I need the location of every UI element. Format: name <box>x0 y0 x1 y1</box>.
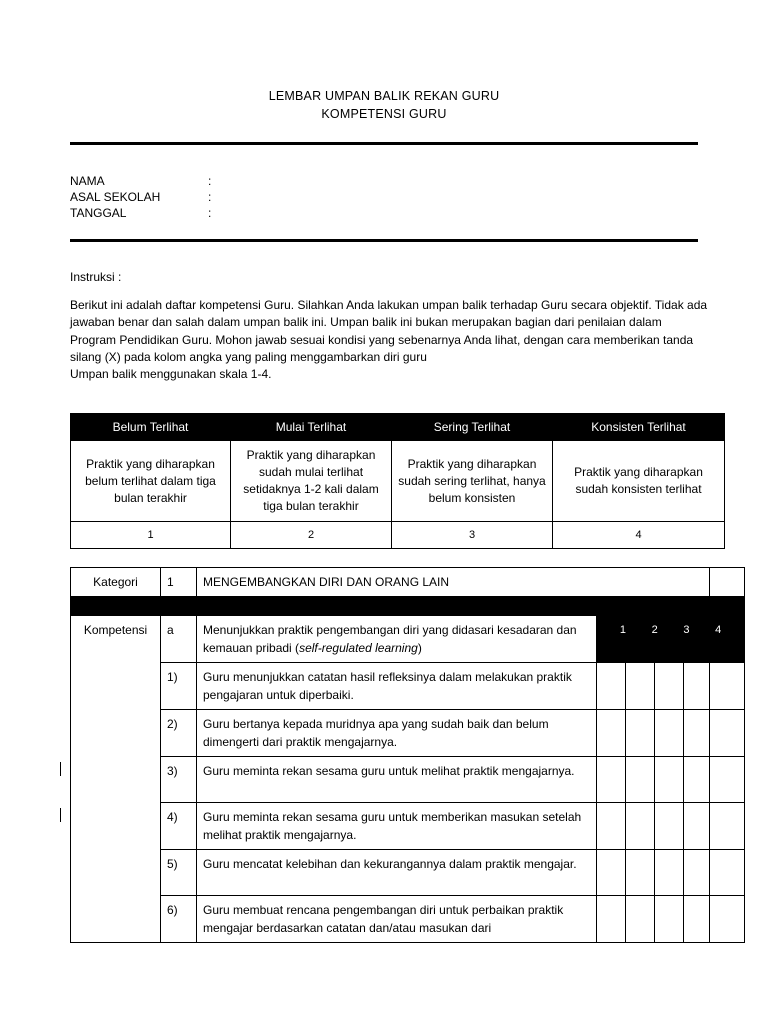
scale-header-cell: Mulai Terlihat <box>231 414 392 441</box>
field-colon-tanggal: : <box>208 206 212 220</box>
score-cell-extra <box>710 757 745 803</box>
score-cell-4[interactable] <box>684 757 710 803</box>
field-label-nama: NAMA <box>70 174 105 188</box>
indicator-text: Guru membuat rencana pengembangan diri untuk perbaikan praktik mengajar berdasarkan catatan dan/atau masukan dari <box>197 896 597 943</box>
indicator-row <box>71 896 745 943</box>
margin-change-marker <box>60 808 61 822</box>
field-colon-asal-sekolah: : <box>208 190 212 204</box>
score-cell-extra <box>710 896 745 943</box>
score-cell-extra <box>710 663 745 710</box>
indicator-text: Guru meminta rekan sesama guru untuk melihat praktik mengajarnya. <box>197 757 597 803</box>
kompetensi-label: Kompetensi <box>71 616 161 943</box>
scale-description-cell: Praktik yang diharapkan sudah mulai terlihat setidaknya 1-2 kali dalam tiga bulan terakhir <box>231 441 392 522</box>
scale-number-cell: 1 <box>71 522 231 549</box>
score-header-3: 3 <box>683 624 690 636</box>
scale-number-cell: 4 <box>553 522 725 549</box>
score-cell-3[interactable] <box>655 803 684 850</box>
score-header-cell <box>597 616 745 663</box>
score-cell-2[interactable] <box>626 663 655 710</box>
score-cell-3[interactable] <box>655 896 684 943</box>
scale-description-cell: Praktik yang diharapkan belum terlihat dalam tiga bulan terakhir <box>71 441 231 522</box>
indicator-number: 4) <box>161 803 197 850</box>
scale-header-cell: Belum Terlihat <box>71 414 231 441</box>
scale-header-cell: Sering Terlihat <box>392 414 553 441</box>
scale-header-row <box>71 414 725 441</box>
scale-description-row <box>71 441 725 522</box>
score-cell-2[interactable] <box>626 896 655 943</box>
score-cell-4[interactable] <box>684 803 710 850</box>
indicator-number: 5) <box>161 850 197 896</box>
indicator-row <box>71 850 745 896</box>
score-cell-1[interactable] <box>597 663 626 710</box>
instructions-heading: Instruksi : <box>70 270 122 284</box>
scale-description-cell: Praktik yang diharapkan sudah sering terlihat, hanya belum konsisten <box>392 441 553 522</box>
category-row <box>71 568 745 597</box>
score-cell-1[interactable] <box>597 803 626 850</box>
instructions-paragraph: Berikut ini adalah daftar kompetensi Guru. Silahkan Anda lakukan umpan balik terhadap Guru secara objektif. Tidak ada jawaban benar dan salah dalam umpan balik ini. Umpan balik ini bukan merupakan bagian dari penilaian dalam Program Pendidikan Guru. Mohon jawab sesuai kondisi yang sebenarnya Anda lihat, dengan cara memberikan tanda silang (X) pada kolom angka yang paling menggambarkan diri guru <box>70 298 708 364</box>
field-label-asal-sekolah: ASAL SEKOLAH <box>70 190 161 204</box>
indicator-number: 1) <box>161 663 197 710</box>
indicator-row <box>71 803 745 850</box>
scale-note: Umpan balik menggunakan skala 1-4. <box>70 367 272 382</box>
score-cell-4[interactable] <box>684 896 710 943</box>
score-header-4: 4 <box>715 624 722 636</box>
score-cell-2[interactable] <box>626 710 655 757</box>
indicator-text: Guru bertanya kepada muridnya apa yang sudah baik dan belum dimengerti dari praktik mengajarnya. <box>197 710 597 757</box>
score-cell-extra <box>710 850 745 896</box>
indicator-text: Guru meminta rekan sesama guru untuk memberikan masukan setelah melihat praktik mengajarnya. <box>197 803 597 850</box>
score-cell-3[interactable] <box>655 710 684 757</box>
score-cell-2[interactable] <box>626 803 655 850</box>
score-cell-3[interactable] <box>655 757 684 803</box>
indicator-text: Guru menunjukkan catatan hasil refleksinya dalam melakukan praktik pengajaran untuk diperbaiki. <box>197 663 597 710</box>
kompetensi-row <box>71 616 745 663</box>
score-cell-1[interactable] <box>597 896 626 943</box>
document-subtitle: KOMPETENSI GURU <box>321 107 447 121</box>
instructions-body <box>70 297 710 383</box>
black-separator-row <box>71 597 745 616</box>
top-rule <box>70 142 698 145</box>
score-cell-3[interactable] <box>655 850 684 896</box>
scale-table <box>70 413 725 549</box>
indicator-number: 2) <box>161 710 197 757</box>
scale-number-row <box>71 522 725 549</box>
kompetensi-text-italic: self-regulated learning <box>299 641 418 655</box>
kategori-label: Kategori <box>71 568 161 597</box>
field-label-tanggal: TANGGAL <box>70 206 127 220</box>
indicator-number: 6) <box>161 896 197 943</box>
indicator-number: 3) <box>161 757 197 803</box>
score-cell-2[interactable] <box>626 850 655 896</box>
scale-description-cell: Praktik yang diharapkan sudah konsisten terlihat <box>553 441 725 522</box>
score-header-2: 2 <box>651 624 658 636</box>
score-cell-3[interactable] <box>655 663 684 710</box>
score-header-numbers <box>603 621 738 639</box>
competency-table <box>70 567 745 943</box>
score-cell-1[interactable] <box>597 850 626 896</box>
field-colon-nama: : <box>208 174 212 188</box>
bottom-rule <box>70 239 698 242</box>
score-cell-1[interactable] <box>597 710 626 757</box>
kategori-empty-cell <box>710 568 745 597</box>
score-cell-4[interactable] <box>684 663 710 710</box>
kompetensi-letter: a <box>161 616 197 663</box>
score-cell-extra <box>710 803 745 850</box>
score-cell-4[interactable] <box>684 710 710 757</box>
score-cell-1[interactable] <box>597 757 626 803</box>
kategori-title: MENGEMBANGKAN DIRI DAN ORANG LAIN <box>197 568 710 597</box>
scale-number-cell: 3 <box>392 522 553 549</box>
kompetensi-text <box>197 616 597 663</box>
black-separator <box>71 597 745 616</box>
scale-number-cell: 2 <box>231 522 392 549</box>
indicator-text: Guru mencatat kelebihan dan kekurangannya dalam praktik mengajar. <box>197 850 597 896</box>
score-cell-extra <box>710 710 745 757</box>
indicator-row <box>71 710 745 757</box>
margin-change-marker <box>60 762 61 776</box>
indicator-row <box>71 757 745 803</box>
score-header-1: 1 <box>619 624 626 636</box>
kompetensi-text-close: ) <box>417 641 422 655</box>
kompetensi-text-main: Menunjukkan praktik pengembangan diri yang didasari kesadaran dan kemauan pribadi ( <box>203 623 577 655</box>
scale-header-cell: Konsisten Terlihat <box>553 414 725 441</box>
score-cell-2[interactable] <box>626 757 655 803</box>
indicator-row <box>71 663 745 710</box>
document-title: LEMBAR UMPAN BALIK REKAN GURU <box>268 89 500 103</box>
score-cell-4[interactable] <box>684 850 710 896</box>
kategori-number: 1 <box>161 568 197 597</box>
